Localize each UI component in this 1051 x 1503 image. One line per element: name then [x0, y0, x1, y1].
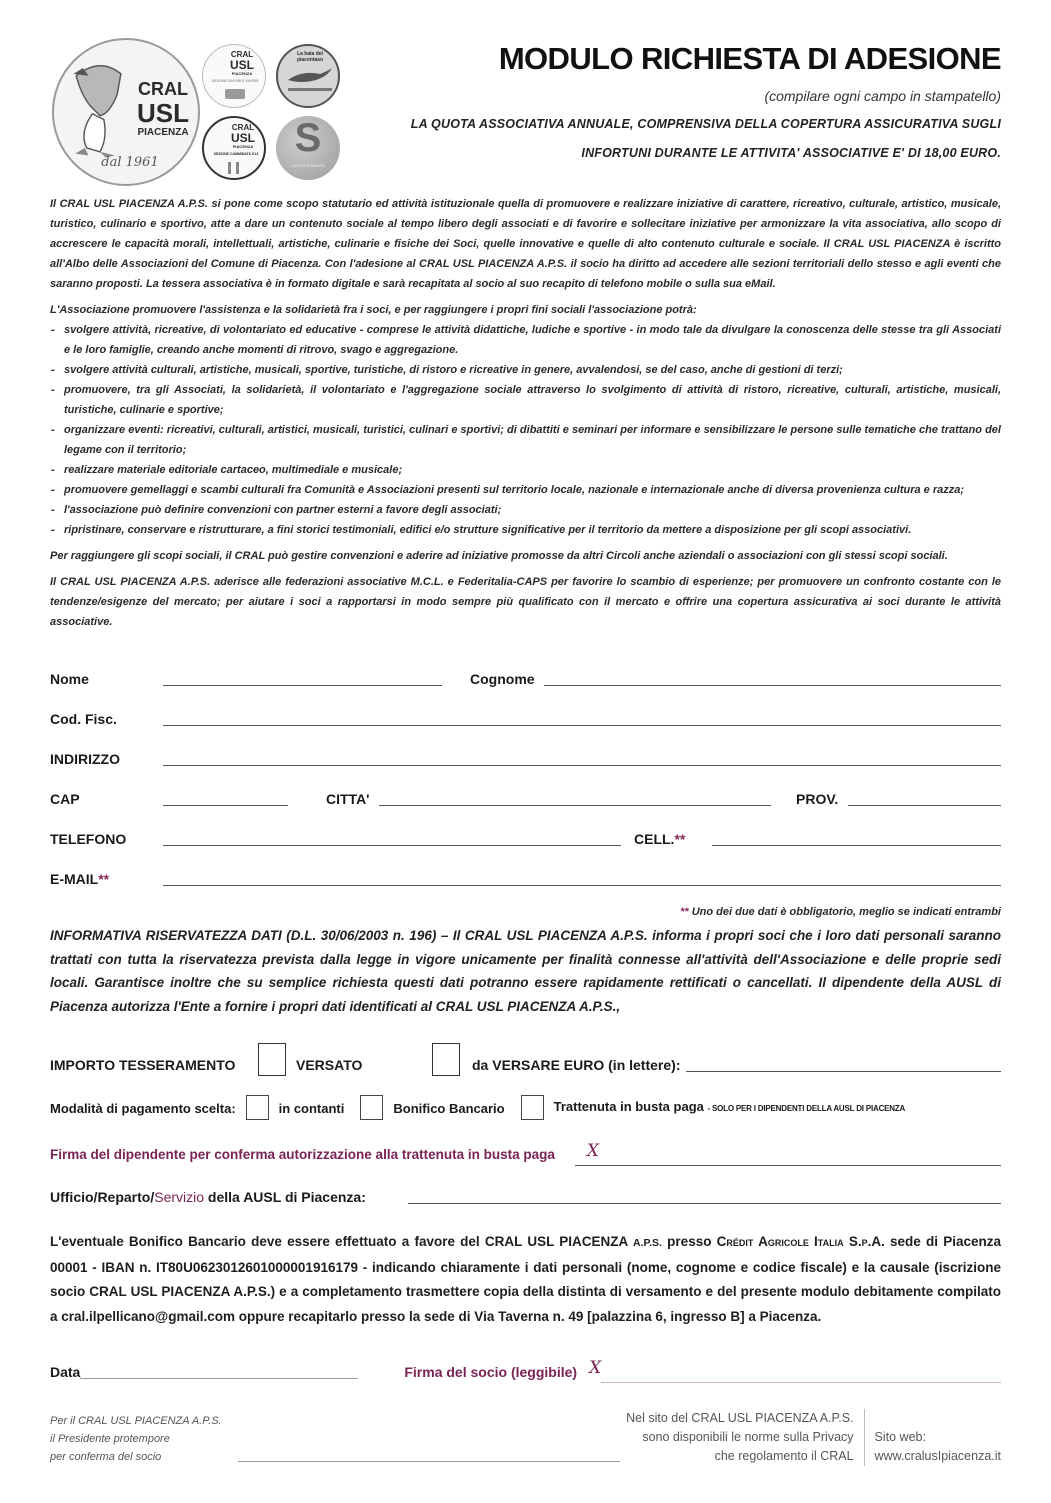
- intro-bullet: - promuovere gemellaggi e scambi culturali fra Comunità e Associazioni presenti sul territorio locale, nazionale e internazionale anche di diversa provenienza cultura e razza;: [50, 480, 1001, 500]
- firma-socio-field[interactable]: [601, 1382, 1001, 1383]
- intro-bullet: - promuovere, tra gli Associati, la solidarietà, il volontariato e l'aggregazione sociale attraverso lo svolgimento di attività di ristoro, ricreative, culturali, artistiche, musicali, turistiche, culinarie e sportive;: [50, 380, 1001, 420]
- pelican-icon: [62, 54, 138, 164]
- row-firma-dipendente: [50, 1120, 1001, 1166]
- firma-dipendente-label: Firma del dipendente per conferma autorizzazione alla trattenuta in busta paga: [50, 1147, 555, 1162]
- intro-bullet: - ripristinare, conservare e ristrutturare, a fini storici testimoniali, edifici e/o strutture significative per il territorio da mettere a disposizione per gli scopi associativi.: [50, 520, 1001, 540]
- firma-dipendente-field[interactable]: [575, 1165, 1001, 1166]
- firma-dipendente-wrap: [575, 1142, 1001, 1166]
- prov-field[interactable]: [848, 805, 1001, 806]
- intro-bullet: - organizzare eventi: ricreativi, culturali, artistici, musicali, turistici, culinari e sportivi; di dibattiti e seminari per informare e sensibilizzare le persone sulle tematiche che trattano del legame con il territorio;: [50, 420, 1001, 460]
- citta-field[interactable]: [379, 805, 771, 806]
- intro-paragraph-1: Il CRAL USL PIACENZA A.P.S. si pone come scopo statutario ed attività istituzionale quella di promuovere e realizzare iniziative di carattere, ricreativo, culturale, artistico, musicale, turistico, culinario e sportivo, atte a dare un contenuto sociale al tempo libero degli associati e di favorire e sollecitare iniziative per armonizzare la vita associativa, allo scopo di accrescere le capacità morali, intellettuali, artistiche, culinarie e fisiche dei Soci, quelle innovative e quelle di alto contenuto culturale e sociale. Il CRAL USL PIACENZA è iscritto all'Albo delle Associazioni del Comune di Piacenza. Con l'adesione al CRAL USL PIACENZA A.P.S. il socio ha diritto ad accedere alle sezioni territoriali dello stesso e agli eventi che saranno proposti. La tessera associativa è in formato digitale e sarà recapitata al socio al suo recapito di telefono mobile o sulla sua eMail.: [50, 198, 1001, 290]
- footer-website: [865, 1409, 1001, 1466]
- bank-aps: A.P.S.: [632, 1237, 662, 1249]
- trattenuta-label: [554, 1098, 906, 1120]
- bank-text-3: sede di Piacenza 00001 - IBAN n. IT80U0623012601000001916179 - indicando chiaramente i dati personali (nome, cognome e codice fiscale) e la causale (iscrizione socio CRAL USL PIACENZA A.P.S.) e a completamento trasmettere copia della distinta di versamento e del presente modulo debitamente compilato a cral.ilpellicano@gmail.com oppure recapitarlo presso la sede di Via Taverna n. 49 [palazzina 6, ingresso B] a Piacenza.: [50, 1234, 1001, 1324]
- ufficio-label-a: Ufficio/Reparto/: [50, 1189, 155, 1205]
- footer-president-line3: per conferma del socio: [50, 1451, 162, 1463]
- trattenuta-label-text: Trattenuta in busta paga: [553, 1099, 704, 1114]
- cap-field[interactable]: [163, 805, 288, 806]
- signature-x-mark: X: [589, 1358, 602, 1378]
- email-label: [50, 870, 163, 890]
- ufficio-label: [50, 1188, 408, 1208]
- firma-socio-wrap: [587, 1359, 1001, 1383]
- logo-sezione-sapori: [202, 44, 266, 108]
- logo-sapori-usl: USL: [230, 58, 254, 72]
- intro-paragraph-2: [50, 300, 1001, 540]
- footer-president-line2: il Presidente protempore: [50, 1433, 170, 1445]
- logo-camminata-cral: CRAL: [231, 123, 255, 132]
- versato-label: VERSATO: [296, 1057, 363, 1073]
- data-field[interactable]: [80, 1378, 358, 1379]
- cutlery-icon: [228, 162, 231, 174]
- quota-line-1: LA QUOTA ASSOCIATIVA ANNUALE, COMPRENSIVA DELLA COPERTURA ASSICURATIVA SUGLI: [410, 117, 1001, 131]
- cutlery-icon: [236, 162, 239, 174]
- bonifico-checkbox[interactable]: [360, 1095, 383, 1120]
- footer-privacy-line2: sono disponibili le norme sulla Privacy: [642, 1430, 854, 1444]
- telefono-label: TELEFONO: [50, 831, 127, 847]
- logo-camminata-piacenza: PIACENZA: [232, 144, 254, 149]
- logo-camminata-usl: USL: [231, 131, 255, 145]
- cod-fisc-label: Cod. Fisc.: [50, 711, 117, 727]
- contanti-checkbox[interactable]: [246, 1095, 269, 1120]
- bank-text-1: L'eventuale Bonifico Bancario deve essere effettuato a favore del CRAL USL PIACENZA: [50, 1234, 633, 1249]
- nome-label: Nome: [50, 671, 89, 687]
- logo-baia-piacentaso: [276, 44, 340, 108]
- modalita-pagamento-label: Modalità di pagamento scelta:: [50, 1101, 236, 1116]
- prov-label: PROV.: [796, 791, 839, 807]
- logo-sanita-letter: S: [294, 116, 322, 160]
- intro-p2-lead: L'Associazione promuovere l'assistenza e la solidarietà fra i soci, e per raggiungere i propri fini sociali l'associazione potrà:: [50, 304, 697, 316]
- cognome-field[interactable]: [544, 685, 1001, 686]
- data-label: Data: [50, 1364, 81, 1380]
- logo-main-cral: CRAL: [138, 79, 188, 99]
- importo-tesseramento-label: IMPORTO TESSERAMENTO: [50, 1057, 236, 1073]
- indirizzo-field[interactable]: [163, 765, 1001, 766]
- row-signature: [50, 1335, 1001, 1383]
- whale-icon: [286, 66, 334, 84]
- footer-right: [626, 1409, 1001, 1466]
- logo-circolo-sanita: [276, 116, 340, 180]
- signature-x-mark: X: [586, 1141, 599, 1161]
- versato-checkbox[interactable]: [258, 1043, 286, 1076]
- row-ufficio: [50, 1166, 1001, 1208]
- citta-label: CITTA': [326, 791, 370, 807]
- header-text: [411, 40, 1001, 168]
- intro-paragraph-4: Il CRAL USL PIACENZA A.P.S. aderisce alle federazioni associative M.C.L. e Federitalia-CAPS per favorire lo scambio di esperienze; per promuovere un confronto costante con le tendenze/esigenze del mercato; per aiutare i soci a rapportarsi in modo sempre più qualificato con il mercato e offrire una copertura assicurativa ai soci durante le attività associative.: [50, 576, 1001, 628]
- cell-field[interactable]: [712, 845, 1001, 846]
- row-email: [50, 850, 1001, 890]
- logos: [52, 38, 352, 184]
- logo-main-piacenza: PIACENZA: [137, 127, 189, 138]
- email-field[interactable]: [163, 885, 1001, 886]
- footer-privacy-line3: che regolamento il CRAL: [714, 1449, 854, 1463]
- footer-president: [50, 1412, 222, 1466]
- personal-data-form: [50, 650, 1001, 890]
- cap-label: CAP: [50, 791, 80, 807]
- bank-transfer-info: [50, 1230, 1001, 1329]
- cognome-label: Cognome: [470, 671, 535, 687]
- page-title: MODULO RICHIESTA DI ADESIONE: [498, 41, 1001, 76]
- footer-site-label: Sito web:: [874, 1430, 926, 1444]
- footer: [50, 1409, 1001, 1466]
- footer-privacy-line1: Nel sito del CRAL USL PIACENZA A.P.S.: [626, 1411, 854, 1425]
- required-marker: **: [674, 831, 686, 847]
- president-signature-field[interactable]: [238, 1461, 620, 1462]
- row-nome-cognome: [50, 650, 1001, 690]
- intro-bullet: - realizzare materiale editoriale cartaceo, multimediale e musicale;: [50, 460, 1001, 480]
- intro-bullet: - l'associazione può definire convenzioni con partner esterni a favore degli associati;: [50, 500, 1001, 520]
- nome-field[interactable]: [163, 685, 442, 686]
- row-telefono-cell: [50, 810, 1001, 850]
- quota-line-2: INFORTUNI DURANTE LE ATTIVITA' ASSOCIATIVE E' DI 18,00 EURO.: [581, 146, 1001, 160]
- page-subtitle: (compilare ogni campo in stampatello): [764, 88, 1001, 104]
- plant-icon: [225, 89, 245, 99]
- ufficio-label-c: della AUSL di Piacenza:: [204, 1189, 366, 1205]
- logo-baia-caption: [288, 88, 332, 91]
- da-versare-checkbox[interactable]: [432, 1043, 460, 1076]
- intro-bullet: - svolgere attività culturali, artistiche, musicali, sportive, turistiche, di ristoro e ricreative in genere, avvalendosi, se del caso, anche di gestioni di terzi;: [50, 360, 1001, 380]
- intro-bullet: - svolgere attività, ricreative, di volontariato ed educative - comprese le attività didattiche, ludiche e sportive - in modo tale da divulgare la conoscenza delle stesse tra gli Associati e le loro famiglie, creando anche momenti di ritrovo, svago e aggregazione.: [50, 320, 1001, 360]
- required-note-text: Uno dei due dati è obbligatorio, meglio se indicati entrambi: [688, 906, 1001, 918]
- row-cap-citta-prov: [50, 770, 1001, 810]
- logo-baia-line2: piacentaso: [296, 57, 324, 63]
- ufficio-field[interactable]: [408, 1203, 1001, 1204]
- trattenuta-note: - SOLO PER I DIPENDENTI DELLA AUSL DI PIACENZA: [707, 1104, 906, 1113]
- cell-label-text: CELL.: [634, 831, 675, 847]
- row-indirizzo: [50, 730, 1001, 770]
- row-cod-fisc: [50, 690, 1001, 730]
- footer-privacy: [626, 1409, 863, 1466]
- da-versare-label: da VERSARE EURO (in lettere):: [472, 1057, 681, 1073]
- firma-socio-label: Firma del socio (leggibile): [404, 1364, 578, 1380]
- row-modalita: [50, 1076, 1001, 1120]
- contanti-label: in contanti: [278, 1101, 345, 1116]
- logo-sapori-piacenza: PIACENZA: [231, 71, 253, 76]
- footer-president-line1: Per il CRAL USL PIACENZA A.P.S.: [50, 1415, 222, 1427]
- indirizzo-label: INDIRIZZO: [50, 751, 120, 767]
- da-versare-field[interactable]: [686, 1071, 1001, 1072]
- bank-text-2: presso: [661, 1234, 717, 1249]
- cod-fisc-field[interactable]: [163, 725, 1001, 726]
- email-label-text: E-MAIL: [50, 871, 99, 887]
- trattenuta-checkbox[interactable]: [521, 1095, 544, 1120]
- footer-president-block: [50, 1412, 620, 1466]
- logo-baia-line1: La baia del: [297, 51, 323, 57]
- bonifico-label: Bonifico Bancario: [393, 1101, 505, 1116]
- logo-sezione-camminata: [202, 116, 266, 180]
- ufficio-label-b: Servizio: [154, 1189, 205, 1205]
- required-marker: **: [680, 906, 689, 918]
- required-marker: **: [98, 871, 110, 887]
- telefono-field[interactable]: [163, 845, 621, 846]
- logo-main-since: dal 1961: [101, 155, 159, 170]
- row-importo: [50, 1030, 1001, 1076]
- logo-cral-usl-main: [52, 38, 200, 186]
- logo-sapori-section: SEZIONE SAPORI E SAPERI: [211, 79, 259, 83]
- privacy-notice: INFORMATIVA RISERVATEZZA DATI (D.L. 30/06/2003 n. 196) – Il CRAL USL PIACENZA A.P.S. informa i propri soci che i loro dati personali saranno trattati con tutta la riservatezza prevista dalla legge in vigore unicamente per finalità connesse all'attività dell'Associazione e delle proprie sedi locali. Garantisce inoltre che su semplice richiesta questi dati potranno essere rapidamente rettificati o cancellati. Il dipendente della AUSL di Piacenza autorizza l'Ente a fornire i propri dati identificati al CRAL USL PIACENZA A.P.S.,: [50, 928, 1001, 1014]
- logo-sapori-cral: CRAL: [230, 50, 254, 59]
- footer-site-url[interactable]: www.cralusIpiacenza.it: [874, 1449, 1001, 1463]
- required-note: [50, 904, 1001, 920]
- intro-paragraph-3: Per raggiungere gli scopi sociali, il CRAL può gestire convenzioni e aderire ad iniziative promosse da altri Circoli anche aziendali o associazioni con gli stessi scopi sociali.: [50, 550, 948, 562]
- logo-sanita-caption: CIRCOLO SANITA: [291, 163, 325, 168]
- cell-label: [634, 830, 712, 850]
- header: [50, 38, 1001, 184]
- bank-name: Crédit Agricole Italia S.p.A.: [716, 1234, 885, 1249]
- logo-main-usl: USL: [137, 98, 189, 128]
- logo-camminata-section: SEZIONE CAMMINATA K13: [213, 152, 259, 156]
